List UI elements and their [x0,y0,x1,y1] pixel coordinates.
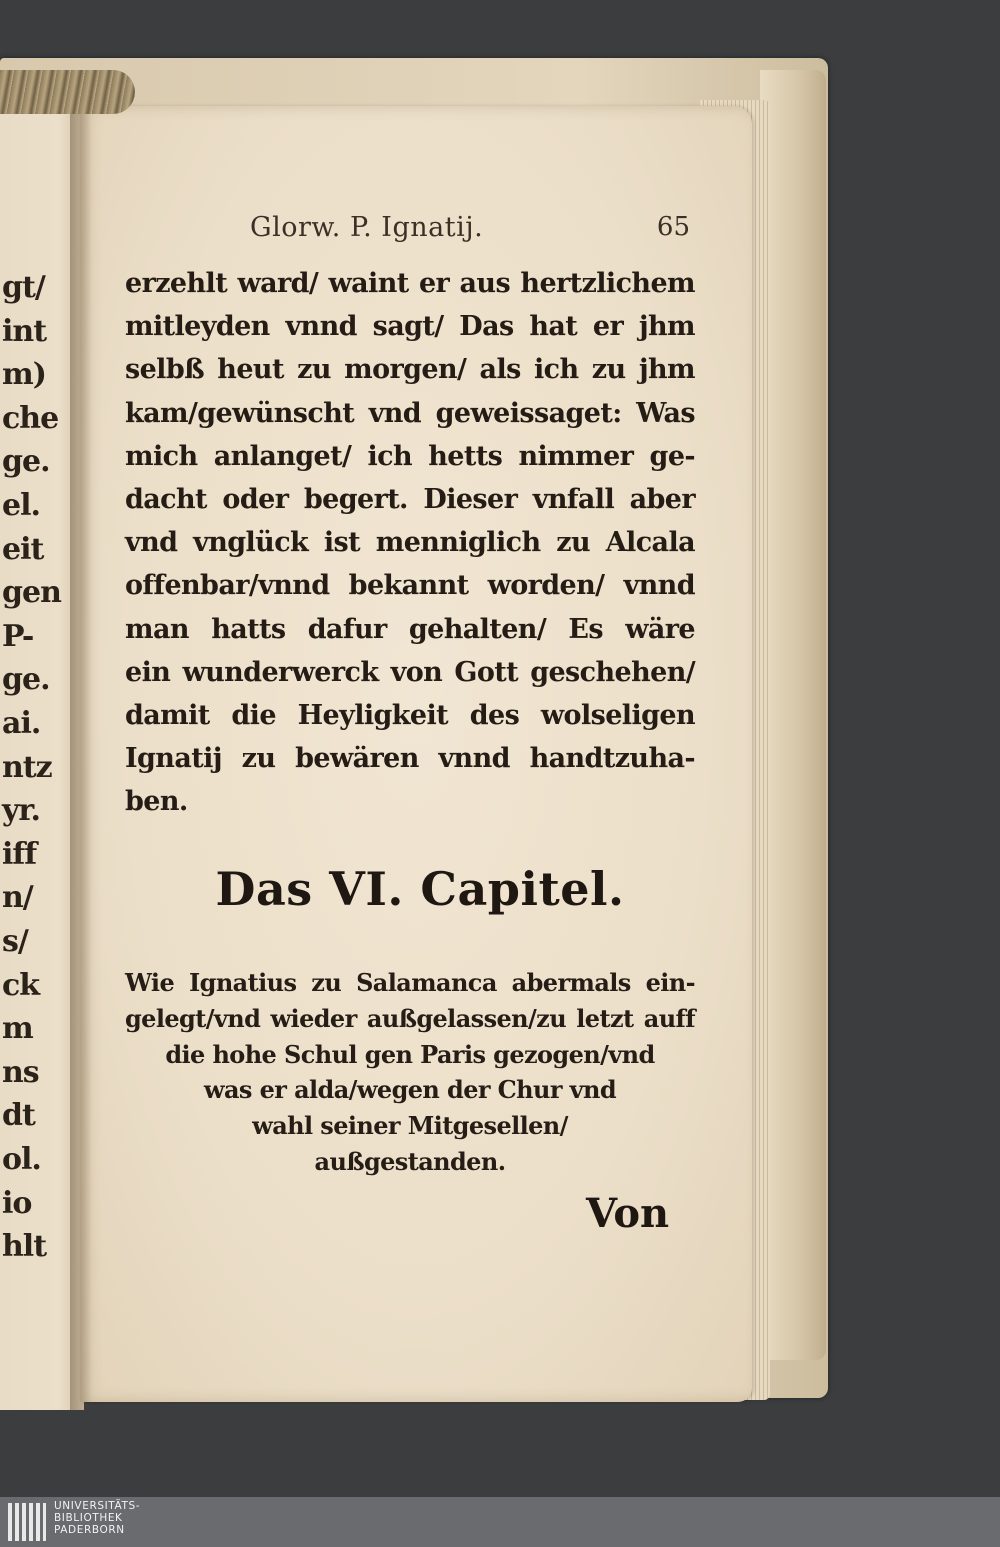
left-page-fragment: n/ [2,880,33,916]
chapter-summary [125,965,695,1180]
left-page-fragment: ge. [2,444,50,480]
library-line-1: UNIVERSITÄTS- [54,1500,141,1512]
binding-string [0,70,135,114]
footer-bar [0,1497,1000,1547]
library-line-3: PADERBORN [54,1524,125,1536]
left-page-fragment: m [2,1011,33,1047]
gutter-shadow [70,100,92,1410]
left-page-fragment: P- [2,618,34,654]
left-page-fragment: yr. [2,793,40,829]
body-line: ein wunderwerck von Gott geschehen/ [125,656,695,688]
body-line: mich anlanget/ ich hetts nimmer ge- [125,440,695,472]
left-page-fragment: ge. [2,662,50,698]
summary-line: wahl seiner Mitgesellen/ [252,1111,568,1141]
library-logo [8,1503,48,1541]
summary-line: was er alda/wegen der Chur vnd [203,1075,617,1105]
summary-line: gelegt/vnd wieder außgelassen/zu letzt auff [125,1003,695,1033]
body-line: man hatts dafur gehalten/ Es wäre [125,613,695,645]
body-text [125,262,695,823]
left-page-fragment: io [2,1185,32,1221]
left-page-fragment: ai. [2,706,41,741]
running-header [250,212,690,252]
library-name [54,1500,140,1536]
chapter-heading: Das VI. Capitel. [215,862,625,916]
body-line: offenbar/vnnd bekannt worden/ vnnd [125,570,695,602]
left-page-fragment: che [2,400,59,436]
left-page-fragment: s/ [2,924,28,959]
body-line: erzehlt ward/ waint er aus hertzlichem [125,268,695,299]
left-page-fragment: iff [2,836,37,872]
left-page-fragment: ntz [2,749,52,785]
body-line: mitleyden vnnd sagt/ Das hat er jhm [125,311,695,343]
left-page-fragment: el. [2,488,40,523]
body-line: dacht oder begert. Dieser vnfall aber [125,483,695,515]
body-line: damit die Heyligkeit des wolseligen [125,699,695,731]
body-line: selbß heut zu morgen/ als ich zu jhm [125,354,695,386]
left-page-fragment: ol. [2,1142,41,1177]
body-line: Ignatij zu bewären vnnd handtzuha- [125,743,695,775]
left-page-fragment: dt [2,1098,35,1134]
left-page-fragment: ns [2,1054,39,1090]
left-page-fragment: int [2,313,47,349]
left-page-fragment: ck [2,967,40,1003]
left-page-fragment: eit [2,531,44,567]
left-page-fragment: hlt [2,1229,47,1265]
page-number: 65 [656,212,690,242]
summary-line: außgestanden. [314,1146,506,1176]
left-page-fragment: gt/ [2,270,45,305]
left-page-fragment: m) [2,357,46,393]
body-line: kam/gewünscht vnd geweissaget: Was [125,397,695,429]
catchword: Von [586,1190,670,1237]
left-page-fragment: gen [2,575,61,611]
running-title: Glorw. P. Ignatij. [250,212,484,243]
body-line: ben. [125,786,188,818]
summary-line: die hohe Schul gen Paris gezogen/vnd [165,1039,655,1069]
library-line-2: BIBLIOTHEK [54,1512,123,1524]
body-line: vnd vnglück ist menniglich zu Alcala [125,527,695,559]
summary-line: Wie Ignatius zu Salamanca abermals ein- [125,968,695,997]
